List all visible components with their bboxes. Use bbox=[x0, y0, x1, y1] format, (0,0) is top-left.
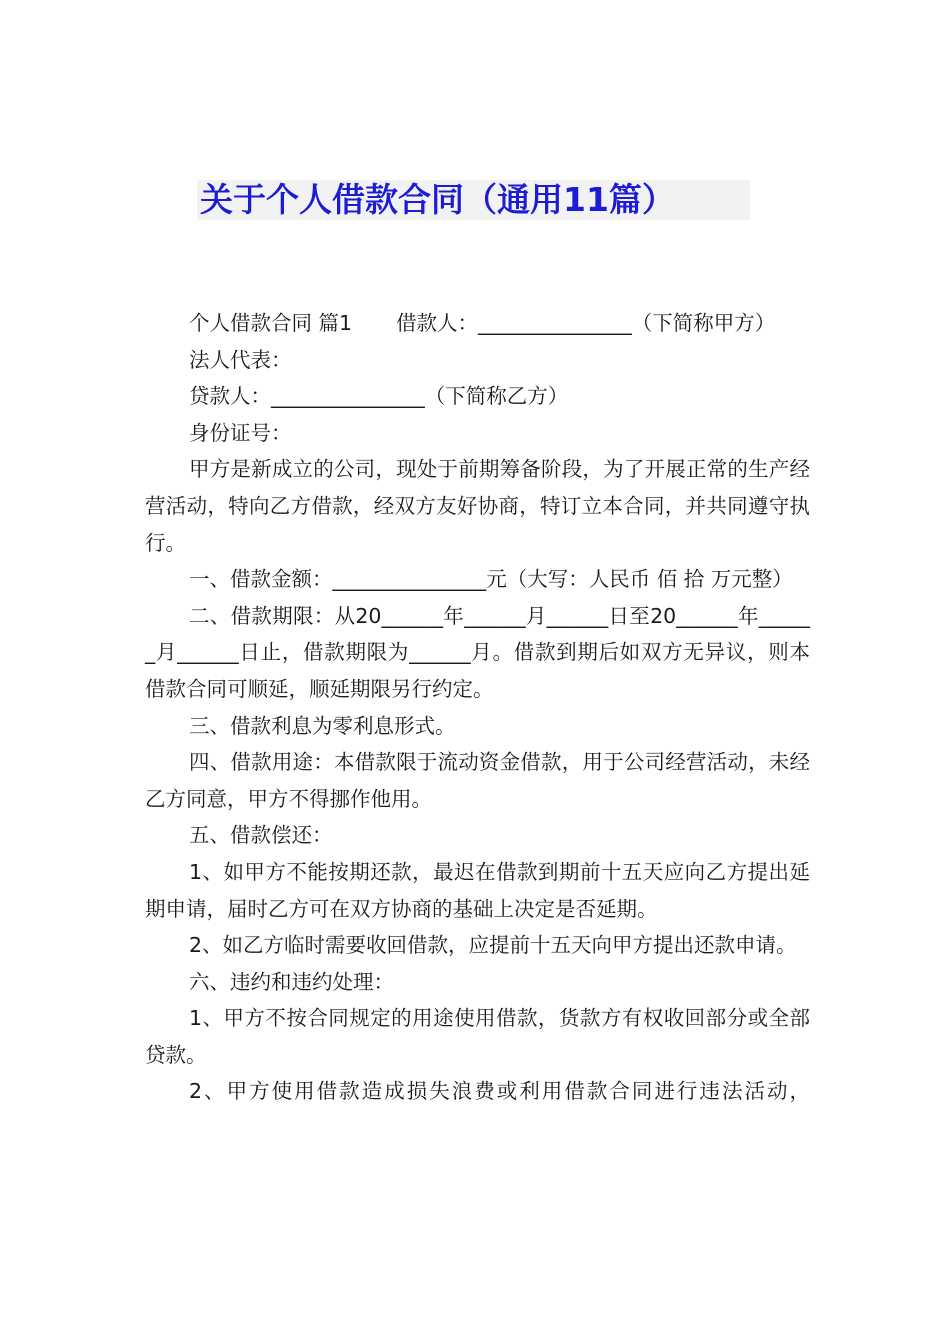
clause-loan-interest: 三、借款利息为零利息形式。 bbox=[189, 713, 456, 738]
clause-loan-purpose: 四、借款用途：本借款限于流动资金借款，用于公司经营活动，未经乙方同意，甲方不得挪作他用。 bbox=[145, 750, 810, 811]
clause-repayment-item-1: 1、如甲方不能按期还款，最迟在借款到期前十五天应向乙方提出延期申请，届时乙方可在双方协商的基础上决定是否延期。 bbox=[145, 859, 810, 921]
borrower-field: 借款人：_______________（下简称甲方） bbox=[396, 311, 776, 335]
clause-repayment-heading: 五、借款偿还： bbox=[189, 823, 333, 848]
clause-loan-term: 二、借款期限：从20______年______月______日至20______年______月______日止，借款期限为______月。借款到期后如双方无异议，则本借款合同可顺延，顺延期限另行约定。 bbox=[145, 603, 810, 701]
contract-number-label: 个人借款合同 篇1 bbox=[189, 311, 353, 335]
contract-heading-line bbox=[145, 305, 810, 342]
clause-breach-heading: 六、违约和违约处理： bbox=[189, 969, 394, 994]
clause-breach-item-1: 1、甲方不按合同规定的用途使用借款，货款方有权收回部分或全部贷款。 bbox=[145, 1006, 810, 1067]
legal-representative-field: 法人代表： bbox=[189, 347, 292, 372]
clause-breach-item-2: 2、甲方使用借款造成损失浪费或利用借款合同进行违法活动， bbox=[189, 1079, 810, 1104]
document-body bbox=[145, 305, 810, 1110]
document-title: 关于个人借款合同（通用11篇） bbox=[200, 180, 675, 219]
id-number-field: 身份证号： bbox=[189, 420, 292, 445]
preamble-paragraph: 甲方是新成立的公司，现处于前期筹备阶段，为了开展正常的生产经营活动，特向乙方借款，经双方友好协商，特订立本合同，并共同遵守执行。 bbox=[145, 457, 810, 555]
clause-loan-amount: 一、借款金额：_______________元（大写：人民币 佰 拾 万元整） bbox=[189, 567, 793, 592]
clause-repayment-item-2: 2、如乙方临时需要收回借款，应提前十五天向甲方提出还款申请。 bbox=[189, 933, 797, 958]
lender-field: 贷款人：_______________（下简称乙方） bbox=[189, 384, 569, 409]
